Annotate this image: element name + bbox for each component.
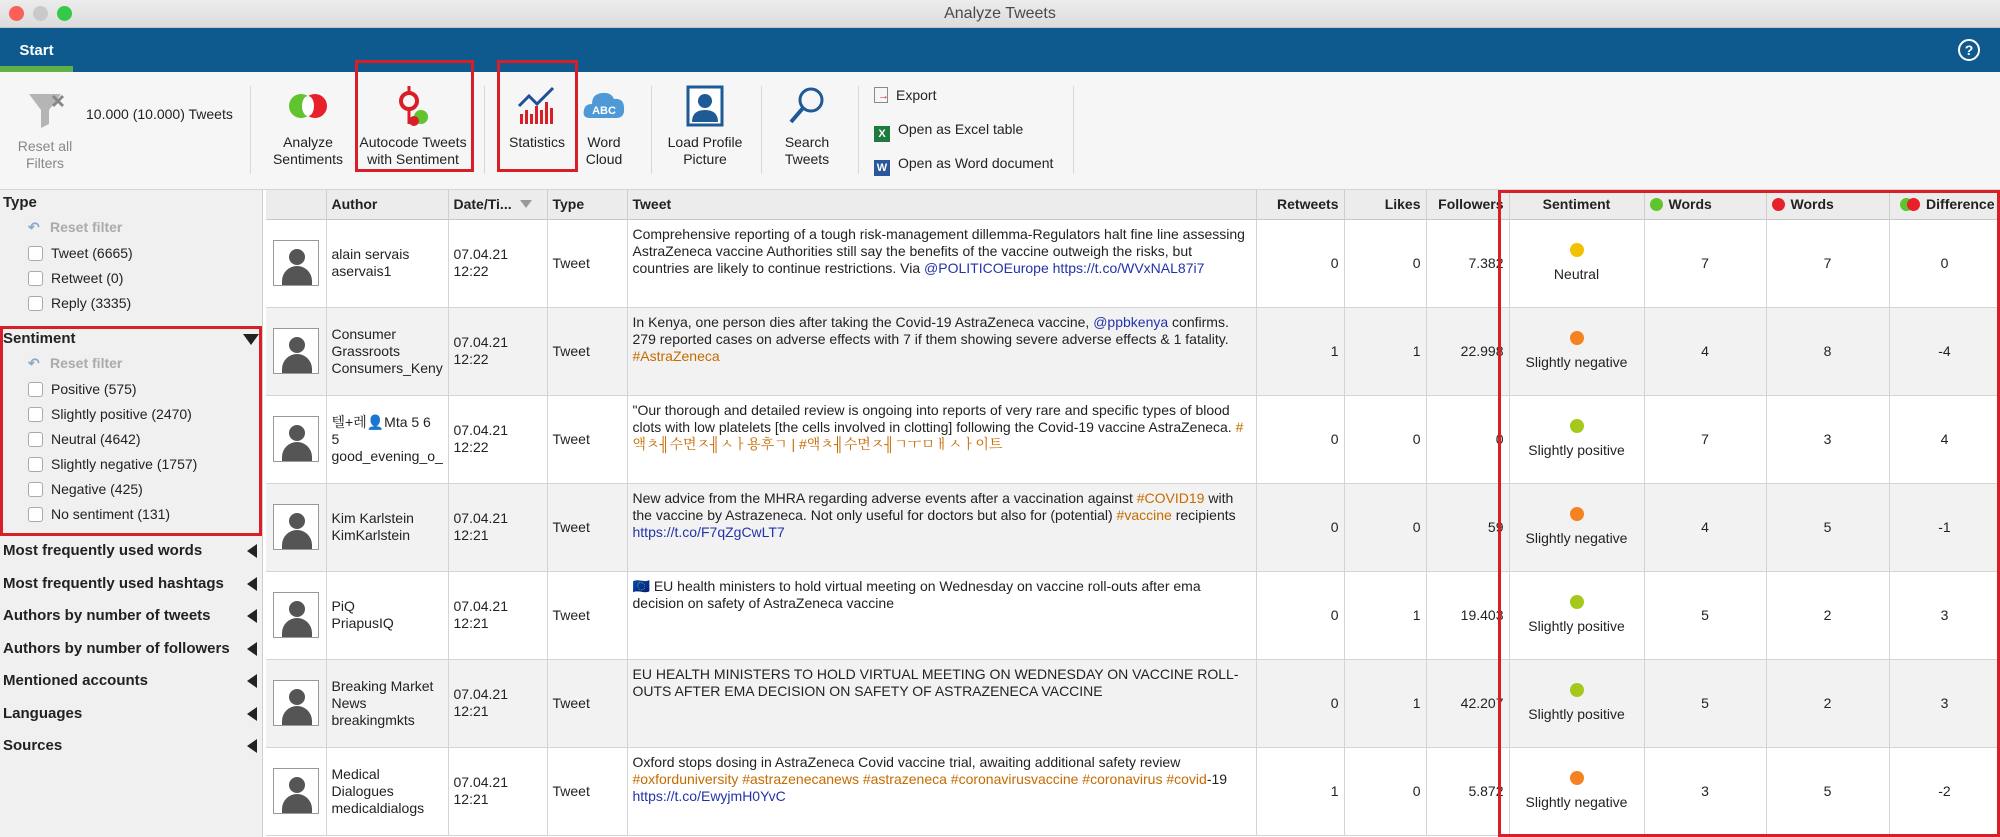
- sentiment-cell: [1509, 659, 1644, 747]
- type-option-retweet[interactable]: Retweet (0): [28, 267, 123, 289]
- funnel-icon: [23, 88, 67, 132]
- sentiment-label: Slightly positive: [1528, 442, 1625, 458]
- followers-cell: 59: [1426, 483, 1509, 571]
- followers-cell: 7.382: [1426, 219, 1509, 307]
- difference-cell: 3: [1889, 571, 2000, 659]
- checkbox[interactable]: [28, 296, 43, 311]
- export-icon: →: [874, 87, 888, 103]
- type-cell: Tweet: [547, 219, 627, 307]
- section-authors-by-tweets[interactable]: Authors by number of tweets: [0, 603, 263, 629]
- author-name: Medical: [331, 765, 380, 782]
- author-name-line2: PriapusIQ: [331, 615, 394, 631]
- date: 07.04.21: [453, 686, 508, 702]
- tweet-link[interactable]: https://t.co/WVxNAL87i7: [1052, 259, 1205, 276]
- time: 12:21: [453, 527, 489, 543]
- col-date[interactable]: Date/Ti...: [448, 190, 547, 219]
- checkbox[interactable]: [28, 457, 43, 472]
- tweet-count: 10.000 (10.000) Tweets: [86, 106, 233, 122]
- section-type[interactable]: Type: [3, 194, 37, 211]
- sentiment-cell: [1509, 395, 1644, 483]
- tweet-link[interactable]: @POLITICOEurope: [924, 259, 1049, 276]
- hashtag-link[interactable]: #AstraZeneca: [632, 347, 720, 364]
- negative-words-cell: 8: [1766, 307, 1889, 395]
- avatar[interactable]: [273, 768, 319, 814]
- likes-cell: 0: [1344, 483, 1426, 571]
- chevron-left-icon: [247, 707, 257, 721]
- likes-cell: 0: [1344, 747, 1426, 835]
- checkbox[interactable]: [28, 271, 43, 286]
- author-cell: [326, 747, 448, 835]
- positive-words-cell: 7: [1644, 219, 1766, 307]
- difference-cell: -2: [1889, 747, 2000, 835]
- date-cell: [448, 219, 547, 307]
- sentiment-dot-icon: [1570, 595, 1584, 609]
- load-profile-picture-button[interactable]: Load Profile Picture: [660, 84, 750, 168]
- tweet-link[interactable]: @ppbkenya: [1093, 313, 1169, 330]
- retweets-cell: 0: [1256, 219, 1344, 307]
- chevron-left-icon: [247, 642, 257, 656]
- help-icon[interactable]: ?: [1958, 39, 1980, 61]
- col-followers[interactable]: Followers: [1426, 190, 1509, 219]
- table-row[interactable]: [266, 307, 2000, 395]
- author-name: 텔+레👤Mta 5 6: [331, 413, 431, 430]
- word-cloud-button[interactable]: ABC Word Cloud: [578, 84, 630, 168]
- time: 12:21: [453, 703, 489, 719]
- positive-words-cell: 3: [1644, 747, 1766, 835]
- date-cell: [448, 307, 547, 395]
- col-author[interactable]: Author: [326, 190, 448, 219]
- close-window-button[interactable]: [9, 6, 24, 21]
- checkbox[interactable]: [28, 482, 43, 497]
- retweets-cell: 1: [1256, 307, 1344, 395]
- date: 07.04.21: [453, 334, 508, 350]
- sentiment-cell: [1509, 219, 1644, 307]
- chevron-down-icon: [243, 334, 259, 345]
- date: 07.04.21: [453, 246, 508, 262]
- tweet-text: with the vaccine by Astrazeneca. Not only useful for doctors but also for (potential): [632, 489, 1234, 523]
- author-name: Kim Karlstein: [331, 510, 414, 526]
- sentiment-dot-icon: [1570, 243, 1584, 257]
- author-handle: medicaldialogs: [331, 799, 425, 816]
- chevron-left-icon: [247, 739, 257, 753]
- difference-cell: -1: [1889, 483, 2000, 571]
- sentiment-label: Slightly negative: [1525, 794, 1628, 810]
- difference-icon: [1900, 198, 1920, 211]
- sentiment-label: Neutral: [1553, 266, 1600, 282]
- checkbox[interactable]: [28, 407, 43, 422]
- difference-cell: 0: [1889, 219, 2000, 307]
- positive-words-cell: 5: [1644, 571, 1766, 659]
- retweets-cell: 0: [1256, 659, 1344, 747]
- negative-words-cell: 3: [1766, 395, 1889, 483]
- tweet-text: EU HEALTH MINISTERS TO HOLD VIRTUAL MEETING ON WEDNESDAY ON VACCINE ROLL-OUTS AFTER EMA DECISION ON SAFETY OF ASTRAZENECA VACCINE: [632, 665, 1239, 699]
- time: 12:22: [453, 439, 489, 455]
- tweet-cell: [627, 219, 1256, 307]
- col-likes[interactable]: Likes: [1344, 190, 1426, 219]
- tweet-cell: [627, 483, 1256, 571]
- table-row[interactable]: [266, 659, 2000, 747]
- likes-cell: 0: [1344, 395, 1426, 483]
- tweet-text: recipients: [1171, 506, 1236, 523]
- col-negative-words[interactable]: Words: [1766, 190, 1889, 219]
- type-cell: Tweet: [547, 747, 627, 835]
- toolbar-divider: [1073, 86, 1074, 174]
- author-name-line2: aservais1: [331, 263, 392, 279]
- author-cell: [326, 219, 448, 307]
- avatar[interactable]: [273, 680, 319, 726]
- toolbar: [0, 72, 2000, 190]
- table-header-row: [266, 190, 2000, 219]
- excel-icon: X: [874, 126, 890, 142]
- sentiment-option-no-sentiment[interactable]: No sentiment (131): [28, 503, 170, 525]
- followers-cell: 19.403: [1426, 571, 1509, 659]
- chart-icon: [515, 84, 559, 128]
- toolbar-divider: [858, 86, 859, 174]
- col-difference[interactable]: Difference: [1889, 190, 2000, 219]
- date: 07.04.21: [453, 598, 508, 614]
- toolbar-divider: [484, 86, 485, 174]
- col-sentiment[interactable]: Sentiment: [1509, 190, 1644, 219]
- sentiment-dot-icon: [1570, 771, 1584, 785]
- followers-cell: 5.872: [1426, 747, 1509, 835]
- sentiment-dot-icon: [1570, 507, 1584, 521]
- sentiment-cell: [1509, 747, 1644, 835]
- author-name: Consumer: [331, 325, 397, 342]
- reset-all-filters-button[interactable]: Reset all Filters: [14, 88, 76, 172]
- minimize-window-button[interactable]: [33, 6, 48, 21]
- hashtag-link[interactable]: #액ㅊ╢수면ㅈ╢ㅅㅏ용후ㄱ | #액ㅊ╢수면ㅈ╢ㄱㅜㅁㅐㅅㅏ이트: [632, 418, 1244, 452]
- author-name-line2: Grassroots: [331, 342, 400, 359]
- date-cell: [448, 395, 547, 483]
- table-row[interactable]: [266, 219, 2000, 307]
- section-frequent-words[interactable]: Most frequently used words: [0, 538, 263, 564]
- positive-words-cell: 4: [1644, 307, 1766, 395]
- table-row[interactable]: [266, 395, 2000, 483]
- sentiment-option-positive[interactable]: Positive (575): [28, 378, 137, 400]
- type-cell: Tweet: [547, 395, 627, 483]
- time: 12:22: [453, 263, 489, 279]
- sentiment-cell: [1509, 307, 1644, 395]
- author-handle: good_evening_o_: [331, 447, 443, 464]
- author-cell: [326, 483, 448, 571]
- time: 12:22: [453, 351, 489, 367]
- followers-cell: 42.207: [1426, 659, 1509, 747]
- checkbox[interactable]: [28, 507, 43, 522]
- avatar[interactable]: [273, 504, 319, 550]
- likes-cell: 0: [1344, 219, 1426, 307]
- tweet-cell: [627, 571, 1256, 659]
- svg-text:ABC: ABC: [592, 105, 616, 117]
- time: 12:21: [453, 791, 489, 807]
- section-languages[interactable]: Languages: [0, 701, 263, 727]
- date-cell: [448, 571, 547, 659]
- author-cell: [326, 659, 448, 747]
- difference-cell: 3: [1889, 659, 2000, 747]
- analyze-sentiments-button[interactable]: Analyze Sentiments: [266, 84, 350, 168]
- open-excel-button[interactable]: X Open as Excel table: [874, 120, 1023, 142]
- table-row[interactable]: [266, 483, 2000, 571]
- negative-words-cell: 2: [1766, 659, 1889, 747]
- export-button[interactable]: → Export: [874, 86, 936, 104]
- author-name-line2: Dialogues: [331, 782, 394, 799]
- tweets-grid: [266, 190, 2000, 836]
- date: 07.04.21: [453, 774, 508, 790]
- tweet-text: confirms. 279 reported cases on adverse effects with 7 if them showing severe adverse effects & 1 fatality.: [632, 313, 1229, 347]
- sentiment-option-slightly-negative[interactable]: Slightly negative (1757): [28, 453, 197, 475]
- sentiment-dot-icon: [1570, 683, 1584, 697]
- type-cell: Tweet: [547, 307, 627, 395]
- tweet-text: -19: [1206, 770, 1228, 787]
- sentiment-cell: [1509, 571, 1644, 659]
- followers-cell: 0: [1426, 395, 1509, 483]
- date: 07.04.21: [453, 510, 508, 526]
- avatar-cell: [266, 659, 326, 747]
- reset-icon: ↶: [28, 219, 40, 235]
- section-sources[interactable]: Sources: [0, 733, 263, 759]
- avatar-cell: [266, 307, 326, 395]
- followers-cell: 22.998: [1426, 307, 1509, 395]
- tweet-text: In Kenya, one person dies after taking the Covid-19 AstraZeneca vaccine,: [632, 313, 1094, 330]
- window-titlebar: [0, 0, 2000, 28]
- section-authors-by-followers[interactable]: Authors by number of followers: [0, 636, 263, 662]
- chevron-left-icon: [247, 674, 257, 688]
- window-title: Analyze Tweets: [944, 5, 1056, 22]
- retweets-cell: 0: [1256, 395, 1344, 483]
- type-reset-filter[interactable]: ↶ Reset filter: [28, 216, 122, 238]
- negative-words-cell: 5: [1766, 483, 1889, 571]
- section-frequent-hashtags[interactable]: Most frequently used hashtags: [0, 571, 263, 597]
- negative-words-cell: 7: [1766, 219, 1889, 307]
- date-cell: [448, 483, 547, 571]
- tweets-table: [266, 190, 2000, 837]
- tweet-text: "Our thorough and detailed review is ongoing into reports of very rare and specific types of blood clots with low platelets [the cells involved in clotting] following the Covid-19 vaccine AstraZeneca.: [632, 401, 1236, 435]
- negative-words-cell: 2: [1766, 571, 1889, 659]
- col-retweets[interactable]: Retweets: [1256, 190, 1344, 219]
- positive-dot-icon: [1650, 198, 1663, 211]
- avatar-cell: [266, 219, 326, 307]
- author-name-line2: KimKarlstein: [331, 527, 411, 543]
- statistics-button[interactable]: Statistics: [500, 84, 574, 151]
- search-tweets-button[interactable]: Search Tweets: [770, 84, 844, 168]
- sentiment-label: Slightly negative: [1525, 354, 1628, 370]
- avatar[interactable]: [273, 416, 319, 462]
- type-cell: Tweet: [547, 659, 627, 747]
- sentiment-label: Slightly negative: [1525, 530, 1628, 546]
- positive-words-cell: 4: [1644, 483, 1766, 571]
- col-avatar[interactable]: [266, 190, 326, 219]
- type-option-tweet[interactable]: Tweet (6665): [28, 242, 133, 264]
- author-name: Breaking Market: [331, 677, 434, 694]
- negative-words-cell: 5: [1766, 747, 1889, 835]
- retweets-cell: 1: [1256, 747, 1344, 835]
- sentiment-option-negative[interactable]: Negative (425): [28, 478, 143, 500]
- avatar-cell: [266, 571, 326, 659]
- author-name-line2: 5: [331, 430, 340, 447]
- positive-words-cell: 5: [1644, 659, 1766, 747]
- date: 07.04.21: [453, 422, 508, 438]
- author-name-line2: News: [331, 694, 367, 711]
- retweets-cell: 0: [1256, 571, 1344, 659]
- avatar[interactable]: [273, 328, 319, 374]
- checkbox[interactable]: [28, 246, 43, 261]
- zoom-window-button[interactable]: [57, 6, 72, 21]
- toolbar-divider: [250, 86, 251, 174]
- date-cell: [448, 659, 547, 747]
- chevron-left-icon: [247, 577, 257, 591]
- tab-start[interactable]: Start: [0, 28, 73, 72]
- reset-icon: ↶: [28, 355, 40, 371]
- checkbox[interactable]: [28, 432, 43, 447]
- table-body: [266, 219, 2000, 835]
- author-handle: Consumers_Keny: [331, 359, 443, 376]
- negative-dot-icon: [1772, 198, 1785, 211]
- chevron-left-icon: [247, 544, 257, 558]
- tweet-cell: [627, 307, 1256, 395]
- checkbox[interactable]: [28, 382, 43, 397]
- sentiment-dot-icon: [1570, 331, 1584, 345]
- tweet-cell: [627, 395, 1256, 483]
- sentiment-dot-icon: [1570, 419, 1584, 433]
- word-icon: W: [874, 160, 890, 176]
- retweets-cell: 0: [1256, 483, 1344, 571]
- avatar[interactable]: [273, 592, 319, 638]
- tweet-link[interactable]: https://t.co/EwyjmH0YvC: [632, 787, 786, 804]
- type-cell: Tweet: [547, 483, 627, 571]
- type-cell: Tweet: [547, 571, 627, 659]
- date-cell: [448, 747, 547, 835]
- section-mentioned-accounts[interactable]: Mentioned accounts: [0, 668, 263, 694]
- hashtag-link[interactable]: #oxforduniversity #astrazenecanews #astrazeneca #coronavirusvaccine #coronavirus #covid: [632, 770, 1207, 787]
- profile-picture-icon: [683, 84, 727, 128]
- avatar-cell: [266, 395, 326, 483]
- sort-desc-icon: [520, 200, 532, 208]
- chevron-left-icon: [247, 609, 257, 623]
- hashtag-link[interactable]: #vaccine: [1116, 506, 1172, 523]
- tweet-text: Oxford stops dosing in AstraZeneca Covid vaccine trial, awaiting additional safety review: [632, 753, 1181, 770]
- tweet-text: New advice from the MHRA regarding adverse events after a vaccination against: [632, 489, 1137, 506]
- author-handle: breakingmkts: [331, 711, 415, 728]
- likes-cell: 1: [1344, 307, 1426, 395]
- hashtag-link[interactable]: #COVID19: [1136, 489, 1205, 506]
- col-type[interactable]: Type: [547, 190, 627, 219]
- autocode-icon: [391, 84, 435, 128]
- difference-cell: 4: [1889, 395, 2000, 483]
- sentiment-option-neutral[interactable]: Neutral (4642): [28, 428, 141, 450]
- sentiment-cell: [1509, 483, 1644, 571]
- sentiment-reset-filter[interactable]: ↶ Reset filter: [28, 352, 122, 374]
- author-cell: [326, 395, 448, 483]
- avatar-cell: [266, 747, 326, 835]
- tweet-text: Comprehensive reporting of a tough risk-management dillemma-Regulators halt fine line assessing AstraZeneca vaccine Authorities still say the benefits of the vaccine outweigh the risks, but countries are likely to continue restrictions. Via: [632, 225, 1245, 276]
- author-name: alain servais: [331, 246, 410, 262]
- table-row[interactable]: [266, 571, 2000, 659]
- positive-words-cell: 7: [1644, 395, 1766, 483]
- toolbar-divider: [761, 86, 762, 174]
- toolbar-divider: [651, 86, 652, 174]
- tweet-text: 🇪🇺 EU health ministers to hold virtual meeting on Wednesday on vaccine roll-outs after ema decision on safety of AstraZeneca vaccine: [632, 577, 1201, 611]
- author-name: PiQ: [331, 598, 355, 614]
- word-cloud-icon: [582, 84, 626, 128]
- sentiment-circles-icon: [286, 84, 330, 128]
- col-tweet[interactable]: Tweet: [627, 190, 1256, 219]
- section-sentiment[interactable]: Sentiment: [0, 326, 263, 352]
- search-icon: [785, 84, 829, 128]
- avatar-cell: [266, 483, 326, 571]
- open-word-button[interactable]: W Open as Word document: [874, 154, 1053, 176]
- difference-cell: -4: [1889, 307, 2000, 395]
- likes-cell: 1: [1344, 659, 1426, 747]
- sentiment-option-slightly-positive[interactable]: Slightly positive (2470): [28, 403, 192, 425]
- author-cell: [326, 571, 448, 659]
- autocode-tweets-button[interactable]: Autocode Tweets with Sentiment: [358, 84, 468, 168]
- sentiment-label: Slightly positive: [1528, 706, 1625, 722]
- avatar[interactable]: [273, 240, 319, 286]
- table-row[interactable]: [266, 747, 2000, 835]
- likes-cell: 1: [1344, 571, 1426, 659]
- filter-sidebar: [0, 190, 263, 837]
- sentiment-label: Slightly positive: [1528, 618, 1625, 634]
- author-cell: [326, 307, 448, 395]
- tweet-cell: [627, 747, 1256, 835]
- col-positive-words[interactable]: Words: [1644, 190, 1766, 219]
- time: 12:21: [453, 615, 489, 631]
- type-option-reply[interactable]: Reply (3335): [28, 292, 131, 314]
- tweet-link[interactable]: https://t.co/F7qZgCwLT7: [632, 523, 785, 540]
- ribbon-bar: [0, 28, 2000, 72]
- tweet-cell: [627, 659, 1256, 747]
